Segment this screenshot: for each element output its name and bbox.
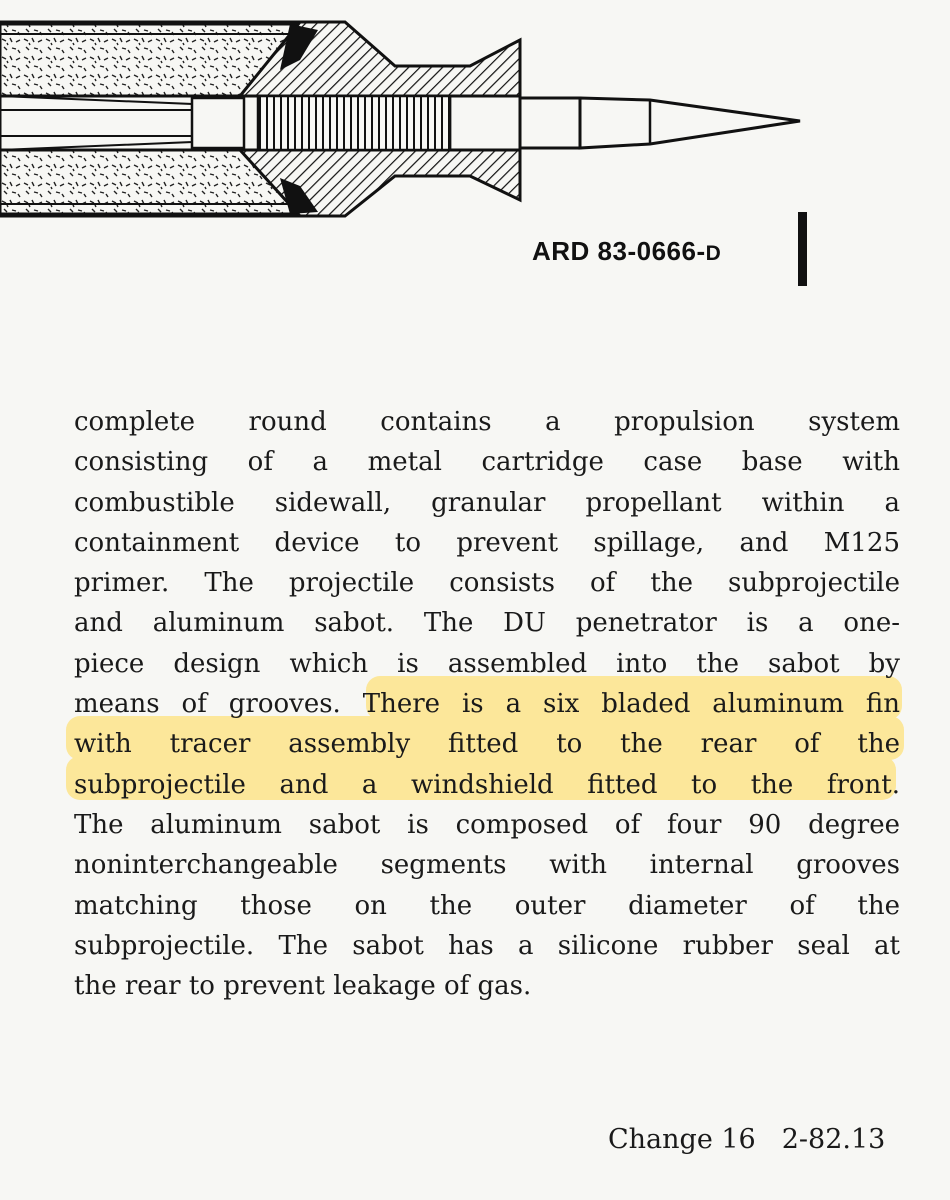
text-line: subprojectile. The sabot has a silicone rubber seal at xyxy=(74,930,900,961)
text-line: and aluminum sabot. The DU penetrator is a one- xyxy=(74,608,900,639)
text-line: complete round contains a propulsion system xyxy=(74,407,900,437)
change-number: Change 16 xyxy=(608,1124,756,1155)
page-footer xyxy=(608,1124,885,1155)
change-bar xyxy=(798,212,807,286)
figure-id-main: ARD 83-0666- xyxy=(532,236,706,266)
figure-id-suffix: D xyxy=(705,242,722,265)
text-line: the rear to prevent leakage of gas. xyxy=(74,971,532,1002)
body-paragraph xyxy=(74,402,900,1006)
text-line: with tracer assembly fitted to the rear of the xyxy=(74,729,900,760)
text-line: The aluminum sabot is composed of four 90 degree xyxy=(74,809,900,840)
text-line: matching those on the outer diameter of the xyxy=(74,890,900,921)
page-number: 2-82.13 xyxy=(781,1124,886,1155)
text-line: means of grooves. There is a six bladed aluminum fin xyxy=(74,689,900,720)
projectile-drawing xyxy=(0,0,950,240)
text-line: combustible sidewall, granular propellant within a xyxy=(74,487,900,518)
text-line: piece design which is assembled into the sabot by xyxy=(74,648,900,679)
text-line: consisting of a metal cartridge case base with xyxy=(74,447,900,478)
figure-id xyxy=(532,236,721,267)
text-line: noninterchangeable segments with internal grooves xyxy=(74,850,900,881)
text-line: containment device to prevent spillage, and M125 xyxy=(74,527,900,558)
text-line: primer. The projectile consists of the subprojectile xyxy=(74,568,900,599)
text-line: subprojectile and a windshield fitted to the front. xyxy=(74,769,900,800)
